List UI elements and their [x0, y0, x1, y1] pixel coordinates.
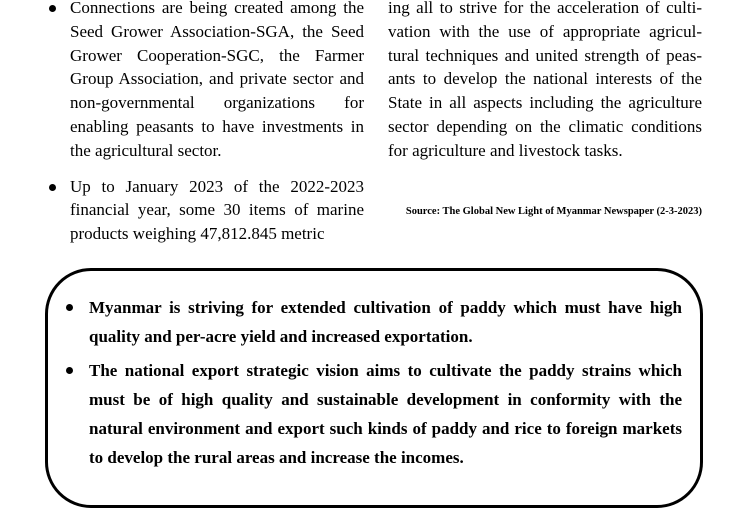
- list-item: [64, 356, 682, 472]
- bullet-text: The national export strategic vision aims to cultivate the paddy strains which must be of high quality and sustainable development in conformity with the natural environment and export such kinds of paddy and rice to foreign markets to develop the rural areas and increase the incomes.: [89, 361, 682, 467]
- right-column: [388, 0, 702, 163]
- list-item: [46, 175, 364, 246]
- list-item: [64, 293, 682, 351]
- bullet-text: Up to January 2023 of the 2022-2023 financial year, some 30 items of marine products weighing 47,812.845 metric: [70, 176, 364, 244]
- bullet-icon: [49, 5, 56, 12]
- highlight-bullet-list: [64, 293, 682, 477]
- bullet-icon: [66, 367, 73, 374]
- list-item: [46, 0, 364, 163]
- bullet-text: Connections are being created among the Seed Grower Association-SGA, the Seed Grower Cooperation-SGC, the Farmer Group Association, and private sector and non-governmental organizations for enabling peasants to have investments in the agricultural sector.: [70, 0, 364, 160]
- right-paragraph: ing all to strive for the acceleration of culti-vation with the use of appropriate agricul-tural techniques and united strength of peas-ants to develop the national interests of the State in all aspects including the agriculture sector depending on the climatic conditions for agriculture and livestock tasks.: [388, 0, 702, 160]
- source-citation: Source: The Global New Light of Myanmar Newspaper (2-3-2023): [405, 206, 702, 217]
- left-column: [46, 0, 364, 258]
- bullet-icon: [49, 184, 56, 191]
- left-bullet-list: [46, 0, 364, 246]
- bullet-text: Myanmar is striving for extended cultivation of paddy which must have high quality and per-acre yield and increased exportation.: [89, 298, 682, 346]
- bullet-icon: [66, 304, 73, 311]
